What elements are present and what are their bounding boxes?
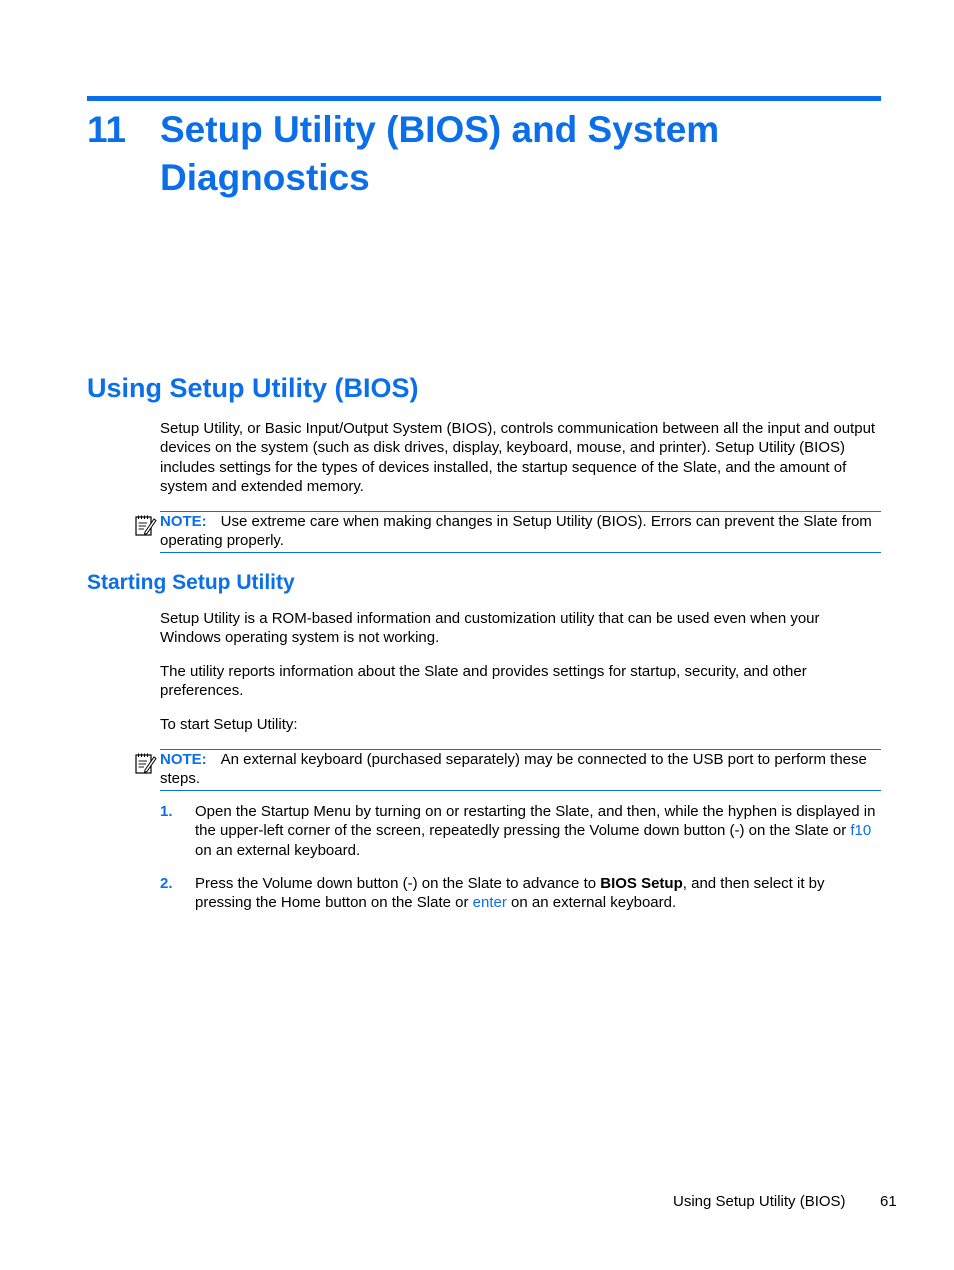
note-label: NOTE: bbox=[160, 513, 207, 530]
bios-setup-label: BIOS Setup bbox=[600, 875, 683, 892]
footer-page-number: 61 bbox=[880, 1193, 897, 1210]
section-heading-starting-setup-utility: Starting Setup Utility bbox=[87, 571, 295, 594]
note-box-external-keyboard bbox=[160, 749, 881, 791]
step-text-part: , and then select it by pressing the Home button on the Slate or bbox=[195, 875, 825, 912]
step-text-part: on an external keyboard. bbox=[195, 841, 361, 859]
footer-section-title: Using Setup Utility (BIOS) bbox=[673, 1193, 846, 1210]
note-text: Use extreme care when making changes in Setup Utility (BIOS). Errors can prevent the Slate from operating properly. bbox=[160, 513, 872, 550]
step-text-part: Open the Startup Menu by turning on or restarting the Slate, and then, while the hyphen is displayed in the upper-left corner of the screen, repeatedly pressing the Volume down button (-) on the Slate or bbox=[195, 803, 876, 840]
chapter-title: Setup Utility (BIOS) and System Diagnostics bbox=[160, 109, 720, 198]
step-text bbox=[195, 874, 880, 913]
key-f10: f10 bbox=[850, 822, 872, 840]
section1-paragraph: Setup Utility, or Basic Input/Output System (BIOS), controls communication between all the input and output devices on the system (such as disk drives, display, keyboard, mouse, and printer). Setup Utility (BIOS) includes settings for the types of devices installed, the startup sequence of the Slate, and the amount of system and extended memory. bbox=[160, 420, 876, 495]
step-number: 1. bbox=[160, 803, 173, 820]
key-enter: enter bbox=[472, 894, 507, 912]
note-pad-icon bbox=[134, 751, 158, 775]
section2-paragraph-2: The utility reports information about the Slate and provides settings for startup, security, and other preferences. bbox=[160, 663, 807, 700]
step-number: 2. bbox=[160, 875, 173, 892]
note-text: An external keyboard (purchased separately) may be connected to the USB port to perform these steps. bbox=[160, 751, 867, 788]
note-box-bios-caution bbox=[160, 511, 881, 553]
note-pad-icon bbox=[134, 513, 158, 537]
section2-paragraph-1: Setup Utility is a ROM-based information and customization utility that can be used even when your Windows operating system is not working. bbox=[160, 610, 820, 647]
chapter-number: 11 bbox=[87, 109, 127, 150]
step-text bbox=[195, 802, 880, 860]
step-text-part: Press the Volume down button (-) on the Slate to advance to bbox=[195, 875, 601, 892]
section2-paragraph-3: To start Setup Utility: bbox=[160, 716, 298, 733]
step-text-part: on an external keyboard. bbox=[506, 894, 677, 912]
section-heading-using-setup-utility: Using Setup Utility (BIOS) bbox=[87, 373, 419, 403]
chapter-rule bbox=[87, 96, 881, 101]
note-label: NOTE: bbox=[160, 751, 207, 768]
